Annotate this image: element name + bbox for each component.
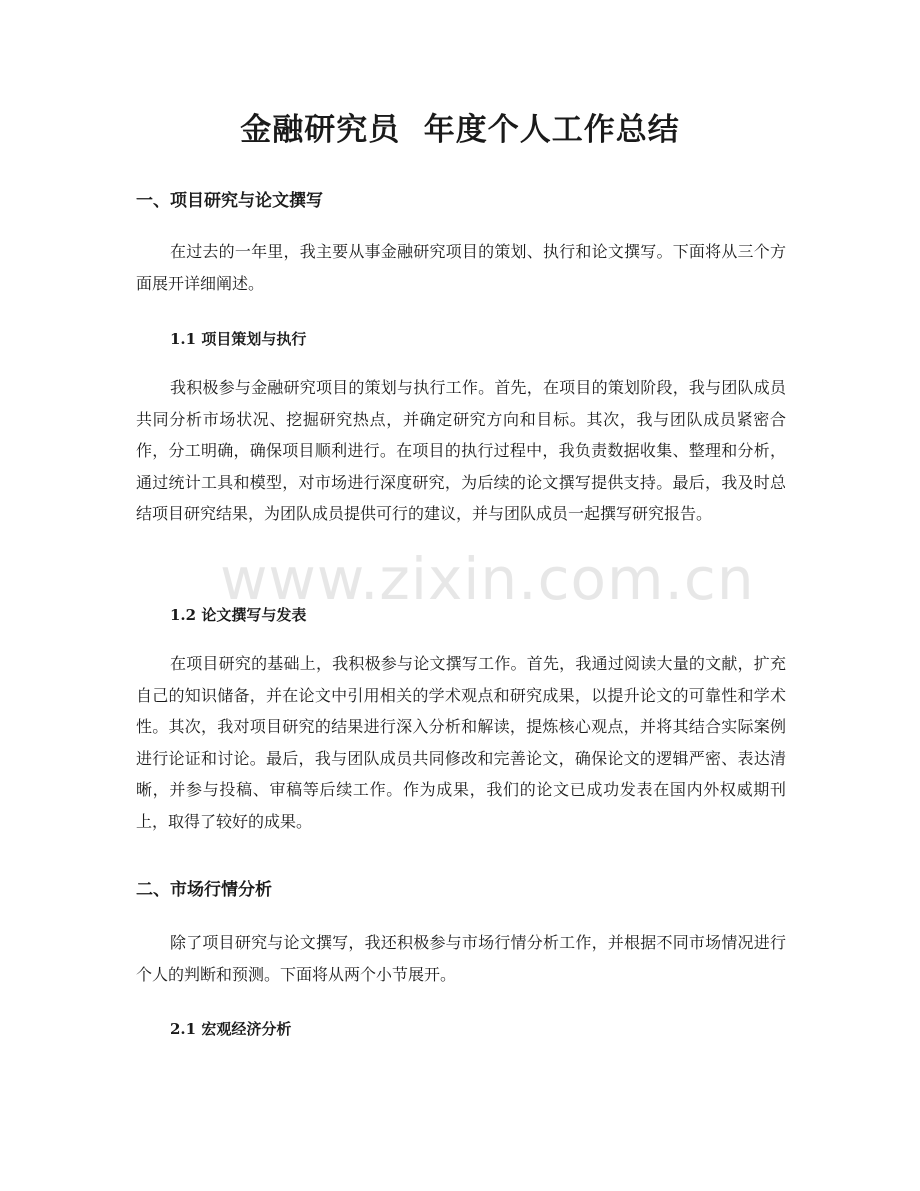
subsection-1-2-heading: 1.2 论文撰写与发表 — [170, 606, 307, 624]
watermark: www.zixin.com.cn — [220, 545, 755, 613]
section-2-intro-paragraph: 除了项目研究与论文撰写，我还积极参与市场行情分析工作，并根据不同市场情况进行个人的判断和预测。下面将从两个小节展开。 — [136, 933, 786, 984]
section-1-heading: 一、项目研究与论文撰写 — [136, 191, 323, 211]
subsection-2-1-heading: 2.1 宏观经济分析 — [170, 1020, 292, 1038]
subsection-1-1-heading: 1.1 项目策划与执行 — [170, 330, 307, 348]
document-title: 金融研究员 年度个人工作总结 — [240, 112, 680, 148]
section-1-intro-paragraph: 在过去的一年里，我主要从事金融研究项目的策划、执行和论文撰写。下面将从三个方面展开详细阐述。 — [136, 242, 786, 293]
subsection-1-1-paragraph: 我积极参与金融研究项目的策划与执行工作。首先，在项目的策划阶段，我与团队成员共同分析市场状况、挖掘研究热点，并确定研究方向和目标。其次，我与团队成员紧密合作，分工明确，确保项目顺利进行。在项目的执行过程中，我负责数据收集、整理和分析，通过统计工具和模型，对市场进行深度研究，为后续的论文撰写提供支持。最后，我及时总结项目研究结果，为团队成员提供可行的建议，并与团队成员一起撰写研究报告。 — [136, 378, 786, 523]
subsection-1-2-paragraph: 在项目研究的基础上，我积极参与论文撰写工作。首先，我通过阅读大量的文献，扩充自己的知识储备，并在论文中引用相关的学术观点和研究成果，以提升论文的可靠性和学术性。其次，我对项目研究的结果进行深入分析和解读，提炼核心观点，并将其结合实际案例进行论证和讨论。最后，我与团队成员共同修改和完善论文，确保论文的逻辑严密、表达清晰，并参与投稿、审稿等后续工作。作为成果，我们的论文已成功发表在国内外权威期刊上，取得了较好的成果。 — [136, 654, 786, 831]
section-2-heading: 二、市场行情分析 — [136, 880, 272, 900]
